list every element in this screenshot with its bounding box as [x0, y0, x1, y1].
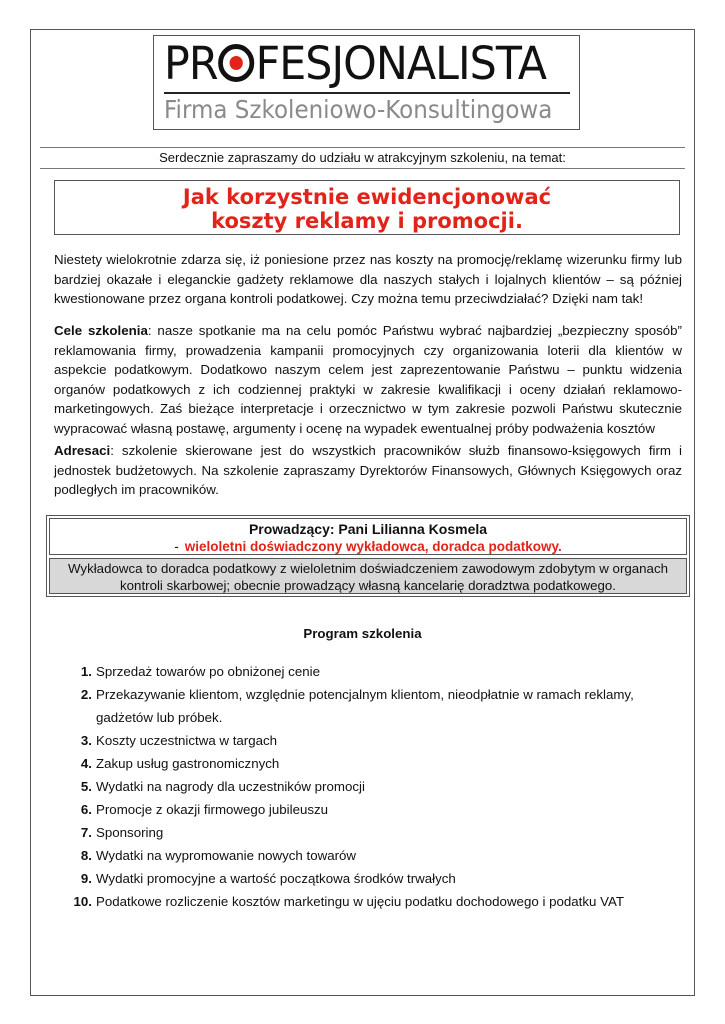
list-item: 2. Przekazywanie klientom, względnie potencjalnym klientom, nieodpłatnie w ramach reklamy, gadżetów lub próbek. [80, 687, 634, 725]
training-title [54, 180, 680, 235]
title-line-2: koszty reklamy i promocji. [211, 209, 523, 233]
presenter-bio-line-2: kontroli skarbowej; obecnie prowadzący własną kancelarię doradztwa podatkowego. [120, 578, 616, 593]
list-item: 9. Wydatki promocyjne a wartość początkowa środków trwałych [80, 871, 456, 886]
presenter-name: Prowadzący: Pani Lilianna Kosmela [248, 521, 488, 537]
logo [153, 35, 580, 130]
list-item: 8. Wydatki na wypromowanie nowych towarów [80, 848, 357, 863]
program-list [66, 660, 686, 913]
invite-text: Serdecznie zapraszamy do udziału w atrakcyjnym szkoleniu, na temat: [159, 150, 566, 165]
presenter-box [46, 515, 690, 597]
goals-paragraph [54, 321, 682, 438]
intro-paragraph: Niestety wielokrotnie zdarza się, iż poniesione przez nas koszty na promocję/reklamę wizerunku firmy lub bardziej okazałe i eleganckie gadżety reklamowe dla naszych stałych i lojalnych klientów – są później kwestionowane przez organa kontroli podatkowej. Czy można temu przeciwdziałać? Dzięki nam tak! [54, 252, 682, 306]
list-item: 5. Wydatki na nagrody dla uczestników promocji [80, 779, 365, 794]
list-item: 4. Zakup usług gastronomicznych [80, 756, 280, 771]
divider [40, 147, 685, 148]
presenter-header [49, 518, 687, 555]
program-title: Program szkolenia [303, 626, 422, 641]
list-item: 3. Koszty uczestnictwa w targach [80, 733, 278, 748]
list-item: 10. Podatkowe rozliczenie kosztów marketingu w ujęciu podatku dochodowego i podatku VAT [73, 894, 624, 909]
presenter-role: - wieloletni doświadczony wykładowca, doradca podatkowy. [174, 539, 562, 554]
list-item: 7. Sponsoring [80, 825, 164, 840]
audience-label: Adresaci [54, 443, 111, 458]
logo-target-icon [219, 44, 255, 82]
goals-label: Cele szkolenia [54, 323, 148, 338]
logo-divider [164, 92, 570, 94]
divider [40, 168, 685, 169]
title-line-1: Jak korzystnie ewidencjonować [182, 185, 552, 209]
logo-wordmark: PR FESJONALISTA [164, 37, 547, 90]
logo-subtitle: Firma Szkoleniowo-Konsultingowa [164, 95, 553, 124]
goals-text: : nasze spotkanie ma na celu pomóc Państwu wybrać najbardziej „bezpieczny sposób” reklamowania firmy, prowadzenia kampanii promocyjnych czy organizowania loterii dla klientów w aspekcie podatkowym. Dodatkowo naszym celem jest zaprezentowanie Państwu – punktu widzenia organów podatkowych z ich codziennej praktyki w zakresie kwalifikacji i oceny działań reklamowo-marketingowych. Zaś bieżące interpretacje i orzecznictwo w tym zakresie pozwoli Państwu skutecznie wypracować własną postawę, argumenty i ocenę na wypadek ewentualnej próby podważenia kosztów [54, 323, 682, 436]
audience-paragraph [54, 441, 682, 500]
list-item: 1. Sprzedaż towarów po obniżonej cenie [80, 664, 320, 679]
audience-text: : szkolenie skierowane jest do wszystkich pracowników służb finansowo-księgowych firm i jednostek budżetowych. Na szkolenie zapraszamy Dyrektorów Finansowych, Głównych Księgowych oraz podległych im pracowników. [54, 443, 682, 497]
presenter-bio-line-1: Wykładowca to doradca podatkowy z wieloletnim doświadczeniem zawodowym zdobytym w organach [68, 561, 668, 576]
presenter-bio [49, 558, 687, 594]
list-item: 6. Promocje z okazji firmowego jubileuszu [80, 802, 329, 817]
